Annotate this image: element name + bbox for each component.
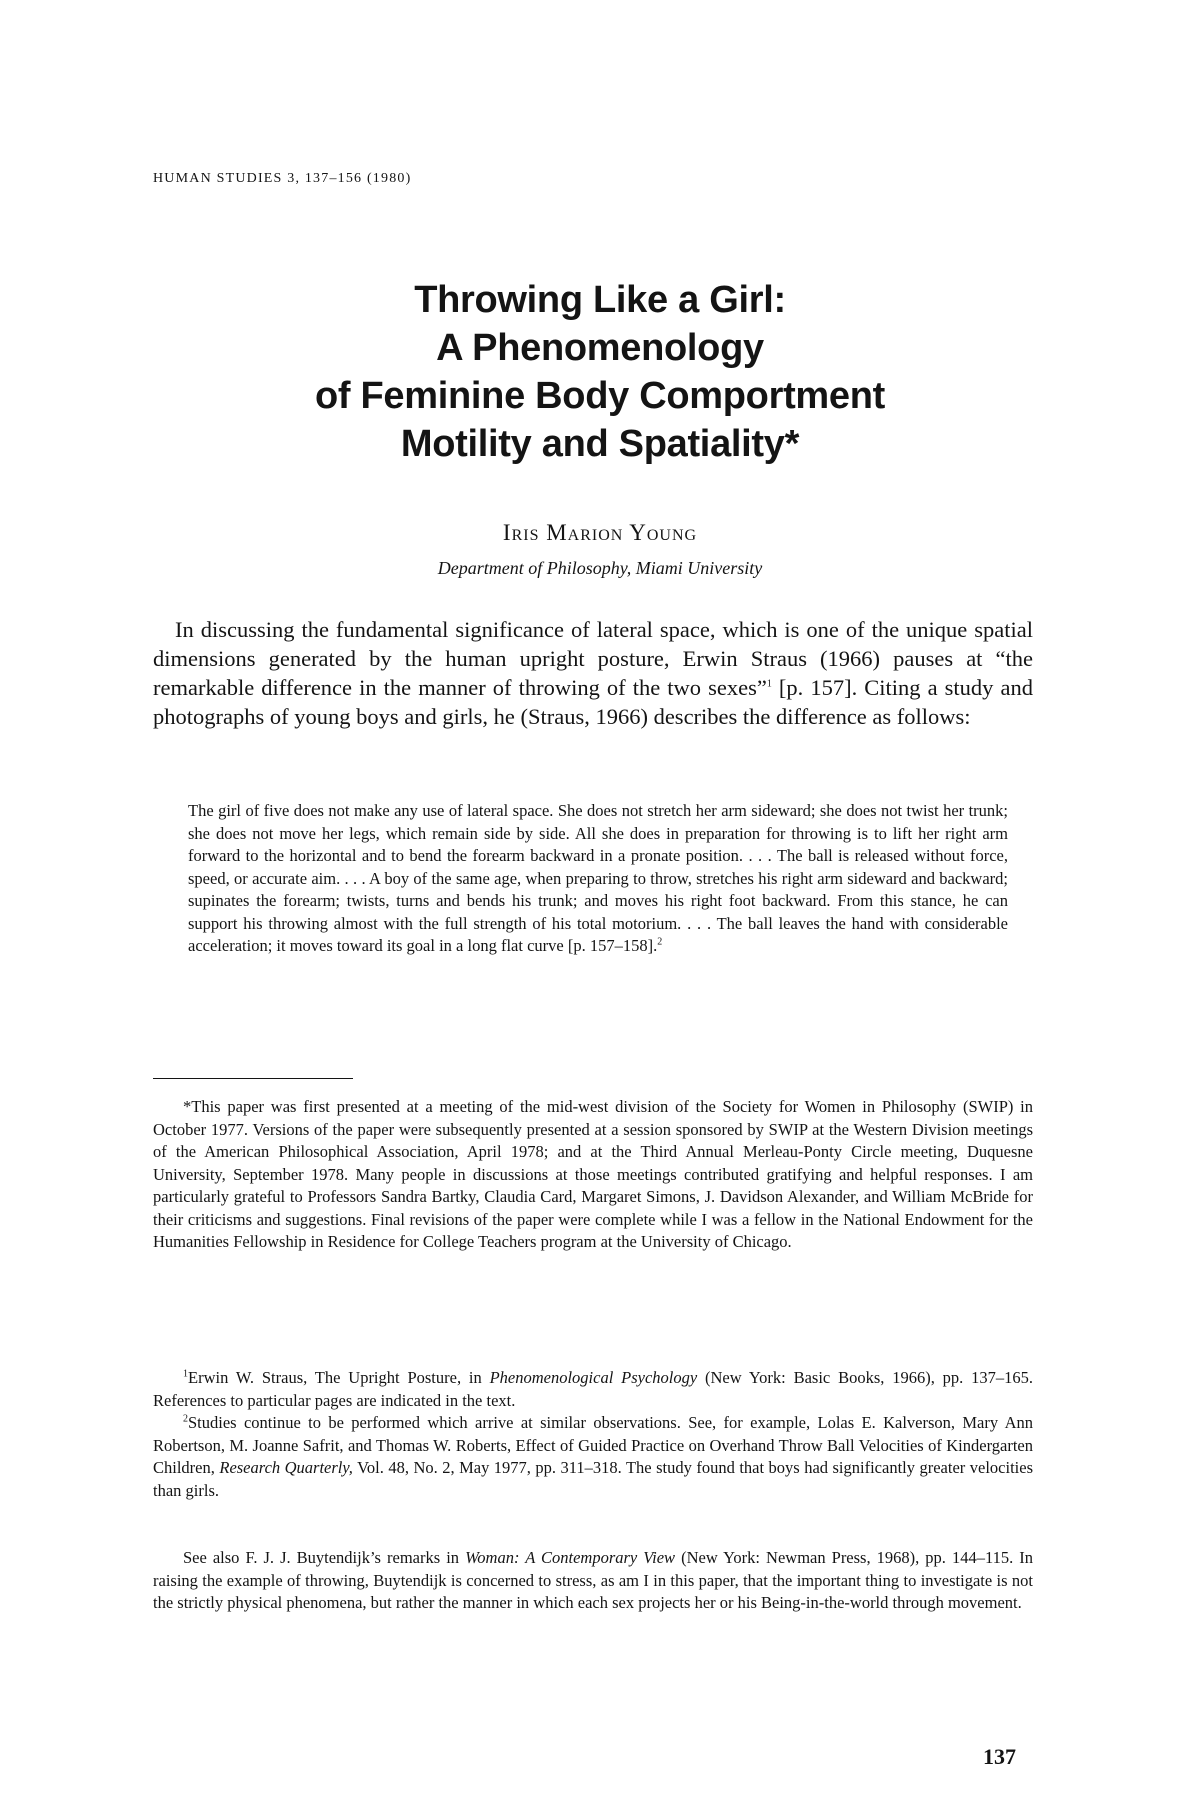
quote-text: The girl of five does not make any use of lateral space. She does not stretch her arm sideward; she does not twist her trunk; she does not move her legs, which remain side by side. All she does in preparation for throwing is to lift her right arm forward to the horizontal and to bend the forearm backward in a pronate position. . . . The ball is released without force, speed, or accurate aim. . . . A boy of the same age, when preparing to throw, stretches his right arm sideward and backward; supinates the forearm; twists, turns and bends his trunk; and moves his right foot backward. From this stance, he can support his throwing almost with the full strength of his total motorium. . . . The ball leaves the hand with considerable acceleration; it moves toward its goal in a long flat curve [p. 157–158].	[188, 801, 1008, 955]
footnote-text: (New York: Basic Books, 1966), pp. 137–165. References to particular pages are indicated in the text.	[153, 1368, 1033, 1410]
footnote-text: See also F. J. J. Buytendijk’s remarks in	[183, 1548, 466, 1567]
book-title: Phenomenological Psychology	[489, 1368, 698, 1387]
footnote-star: *This paper was first presented at a meeting of the mid-west division of the Society for Women in Philosophy (SWIP) in October 1977. Versions of the paper were subsequently presented at a session sponsored by SWIP at the Western Division meetings of the American Philosophical Association, April 1978; and at the Third Annual Merleau-Ponty Circle meeting, Duquesne University, September 1978. Many people in discussions at those meetings contributed gratifying and helpful responses. I am particularly grateful to Professors Sandra Bartky, Claudia Card, Margaret Simons, J. Davidson Alexander, and William McBride for their criticisms and suggestions. Final revisions of the paper were complete while I was a fellow in the National Endowment for the Humanities Fellowship in Residence for College Teachers program at the University of Chicago.	[153, 1097, 1033, 1251]
block-quote	[188, 800, 1008, 958]
footnote-ref: 1	[766, 678, 772, 690]
footnote-marker: 2	[183, 1413, 188, 1425]
intro-text: [p. 157]. Citing a study and photographs of young boys and girls, he (Straus, 1966) describes the difference as follows:	[153, 675, 1033, 729]
book-title: Woman: A Contemporary View	[465, 1548, 676, 1567]
footnote-text: Vol. 48, No. 2, May 1977, pp. 311–318. The study found that boys had significantly greater velocities than girls.	[153, 1458, 1033, 1500]
footnote-1	[153, 1367, 1033, 1412]
title-line: Throwing Like a Girl:	[414, 279, 786, 321]
intro-text: In discussing the fundamental significance of lateral space, which is one of the unique spatial dimensions generated by the human upright posture, Erwin Straus (1966) pauses at “the remarkable difference in the manner of throwing of the two sexes”	[153, 617, 1033, 700]
author-affiliation: Department of Philosophy, Miami University	[437, 558, 763, 578]
footnote-marker: 1	[183, 1368, 188, 1380]
footnote-2	[153, 1412, 1033, 1502]
title-line: Motility and Spatiality*	[400, 423, 800, 465]
page-number: 137	[983, 1744, 1016, 1769]
title-line: of Feminine Body Comportment	[314, 375, 886, 417]
journal-title: Research Quarterly,	[219, 1458, 353, 1477]
footnote-2-continued	[153, 1547, 1033, 1615]
article-title	[0, 276, 1200, 468]
intro-paragraph	[153, 615, 1033, 731]
footnote-ref: 2	[657, 936, 663, 948]
footnote-text: (New York: Newman Press, 1968), pp. 144–115. In raising the example of throwing, Buytendijk is concerned to stress, as am I in this paper, that the important thing to investigate is not the strictly physical phenomena, but rather the manner in which each sex projects her or his Being-in-the-world through movement.	[153, 1548, 1033, 1612]
footnote-text: Erwin W. Straus, The Upright Posture, in	[188, 1368, 490, 1387]
author-name: Iris Marion Young	[502, 520, 698, 545]
title-line: A Phenomenology	[436, 327, 764, 369]
running-header: HUMAN STUDIES 3, 137–156 (1980)	[153, 171, 412, 186]
footnote-text: Studies continue to be performed which arrive at similar observations. See, for example, Lolas E. Kalverson, Mary Ann Robertson, M. Joanne Safrit, and Thomas W. Roberts, Effect of Guided Practice on Overhand Throw Ball Velocities of Kindergarten Children,	[153, 1413, 1033, 1477]
footnote-rule	[153, 1078, 353, 1079]
